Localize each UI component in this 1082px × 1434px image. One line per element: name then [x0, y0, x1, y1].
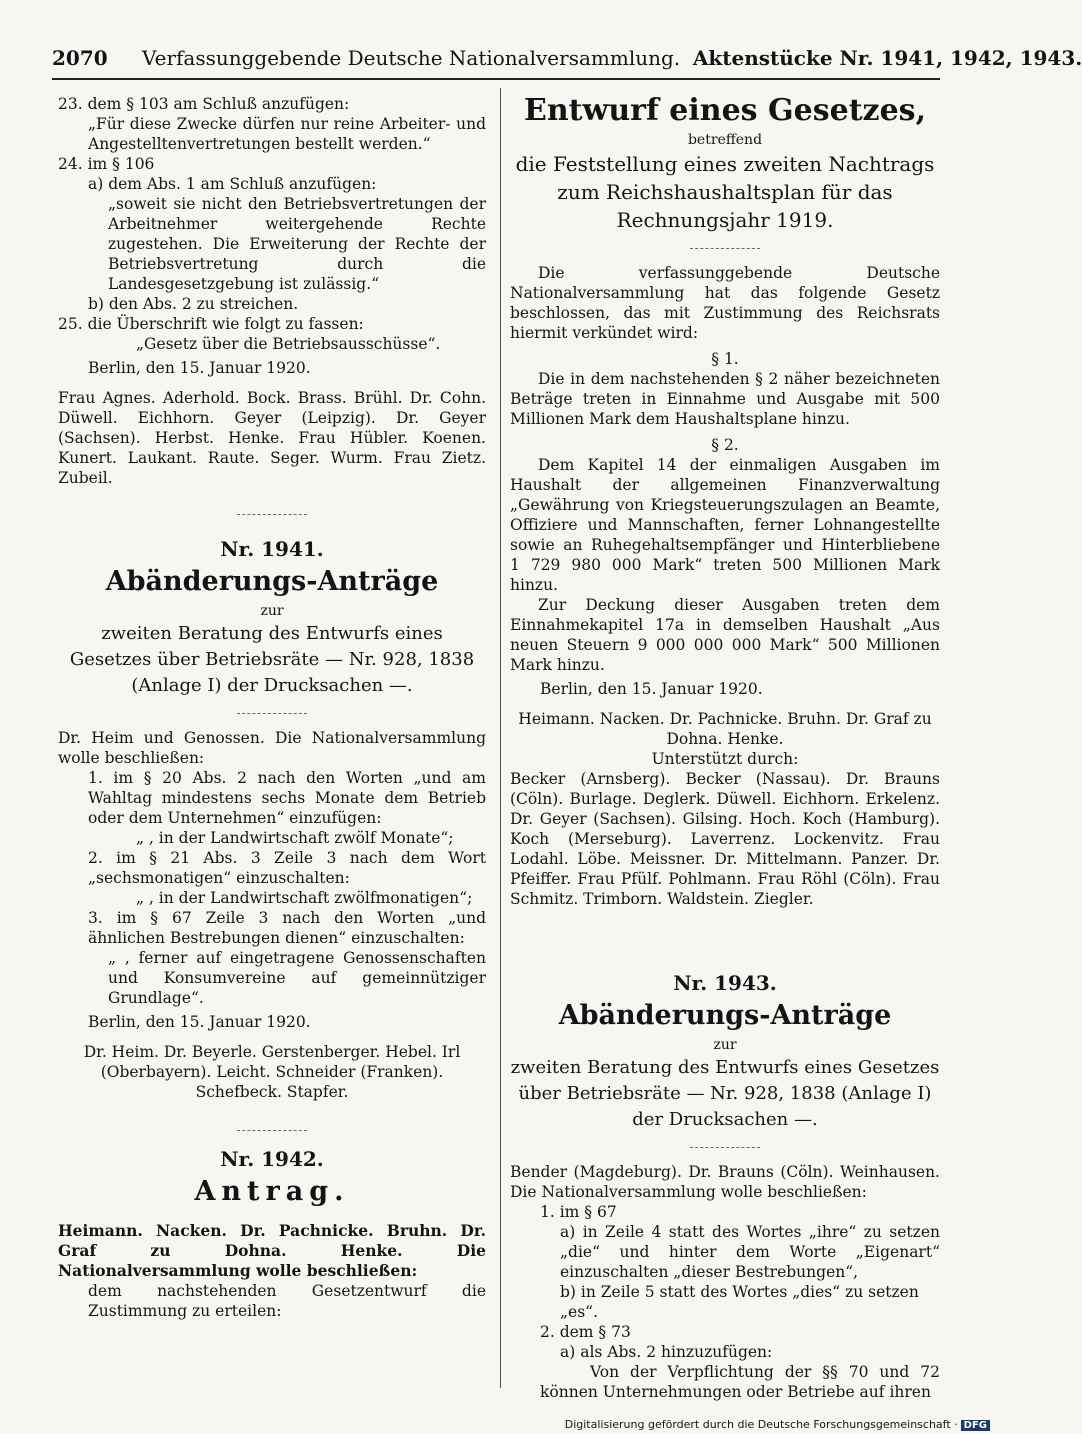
- separator-5: [690, 1147, 760, 1148]
- heading-nr-1943: Nr. 1943.: [673, 971, 777, 995]
- signatories-3: Heimann. Nacken. Dr. Pachnicke. Bruhn. Dr. Graf zu Dohna. Henke.: [518, 710, 932, 748]
- date-line-1: Berlin, den 15. Januar 1920.: [88, 359, 311, 377]
- left-column: [58, 94, 486, 1321]
- bender-item-2-a: a) als Abs. 2 hinzuzufügen:: [560, 1343, 773, 1361]
- page-header: [52, 44, 1082, 74]
- dfg-logo: DFG: [961, 1420, 990, 1431]
- heim-item-3-text: „ , ferner auf eingetragene Genossenschaften und Konsumvereine auf gemeinnütziger Grundlage“.: [108, 949, 486, 1007]
- zur-label-1943: zur: [713, 1037, 737, 1053]
- preamble: Die verfassunggebende Deutsche Nationalversammlung hat das folgende Gesetz beschlossen, das mit Zustimmung des Reichsrats hiermit verkündet wird:: [510, 264, 940, 342]
- separator-1: [237, 514, 307, 515]
- paragraph-2-label: § 2.: [711, 436, 739, 454]
- bender-item-2: 2. dem § 73: [540, 1323, 631, 1341]
- betreffend-label: betreffend: [687, 132, 763, 148]
- heim-intro: Dr. Heim und Genossen. Die Nationalversammlung wolle beschließen:: [58, 729, 486, 767]
- right-column: [510, 94, 940, 1402]
- item-25-text: „Gesetz über die Betriebsausschüsse“.: [136, 335, 441, 353]
- running-title: [142, 46, 1082, 70]
- beratung-title-1941: zweiten Beratung des Entwurfs eines Gesetzes über Betriebsräte — Nr. 928, 1838 (Anlage I) der Drucksachen —.: [69, 623, 475, 696]
- bender-item-1-b: b) in Zeile 5 statt des Wortes „dies“ zu setzen „es“.: [560, 1283, 919, 1321]
- item-24-head: 24. im § 106: [58, 155, 155, 173]
- item-24-b: b) den Abs. 2 zu streichen.: [88, 295, 299, 313]
- heading-nr-1942: Nr. 1942.: [220, 1147, 324, 1171]
- date-line-3: Berlin, den 15. Januar 1920.: [540, 680, 763, 698]
- heading-abaenderungs-antraege-1941: Abänderungs-Anträge: [105, 566, 439, 597]
- date-line-2: Berlin, den 15. Januar 1920.: [88, 1013, 311, 1031]
- heim-item-1: 1. im § 20 Abs. 2 nach den Worten „und am Wahltag mindestens sechs Monate dem Betrieb oder dem Unternehmen“ einzufügen:: [88, 769, 486, 827]
- heading-entwurf: Entwurf eines Gesetzes,: [523, 93, 927, 128]
- footer-text: Digitalisierung gefördert durch die Deutsche Forschungsgemeinschaft ·: [564, 1418, 958, 1431]
- item-24-a-text: „soweit sie nicht den Betriebsvertretungen der Arbeitnehmer weitergehende Rechte zugestehen. Die Erweiterung der Rechte der Betriebsvertretung durch die Landesgesetzgebung ist zulässig.“: [108, 195, 486, 293]
- item-24-a-head: a) dem Abs. 1 am Schluß anzufügen:: [88, 175, 377, 193]
- heading-antrag: Antrag.: [194, 1176, 350, 1207]
- zur-label-1941: zur: [260, 603, 284, 619]
- separator-4: [690, 248, 760, 249]
- heim-item-3: 3. im § 67 Zeile 3 nach den Worten „und ähnlichen Bestrebungen dienen“ einzuschalten:: [88, 909, 486, 947]
- paragraph-2-text-1: Dem Kapitel 14 der einmaligen Ausgaben im Haushalt der allgemeinen Finanzverwaltung „Gewährung von Kriegsteuerungszulagen an Beamte, Offiziere und Mannschaften, ferner Lohnangestellte sowie an Ruhegehaltsempfänger und Hinterbliebene 1 729 980 000 Mark“ treten 500 Millionen Mark hinzu.: [510, 456, 940, 594]
- paragraph-1-text: Die in dem nachstehenden § 2 näher bezeichneten Beträge treten in Einnahme und Ausgabe mit 500 Millionen Mark dem Haushaltsplane hinzu.: [510, 370, 940, 428]
- heading-abaenderungs-antraege-1943: Abänderungs-Anträge: [558, 1000, 892, 1031]
- entwurf-subtitle: die Feststellung eines zweiten Nachtrags zum Reichshaushaltsplan für das Rechnungsjahr 1919.: [515, 152, 935, 232]
- heim-item-2: 2. im § 21 Abs. 3 Zeile 3 nach dem Wort „sechsmonatigen“ einzuschalten:: [88, 849, 486, 887]
- heading-nr-1941: Nr. 1941.: [220, 537, 324, 561]
- bender-intro: Bender (Magdeburg). Dr. Brauns (Cöln). Weinhausen. Die Nationalversammlung wolle beschließen:: [510, 1163, 940, 1201]
- signatories-2: Dr. Heim. Dr. Beyerle. Gerstenberger. Hebel. Irl (Oberbayern). Leicht. Schneider (Franken). Schefbeck. Stapfer.: [83, 1043, 461, 1101]
- bender-item-1-a: a) in Zeile 4 statt des Wortes „ihre“ zu setzen „die“ und hinter dem Worte „Eigenart“ einzuschalten „dieser Bestrebungen“,: [560, 1223, 940, 1281]
- paragraph-1-label: § 1.: [711, 350, 739, 368]
- signatories-1: Frau Agnes. Aderhold. Bock. Brass. Brühl. Dr. Cohn. Düwell. Eichhorn. Geyer (Leipzig). Dr. Geyer (Sachsen). Herbst. Henke. Frau Hübler. Koenen. Kunert. Laukant. Raute. Seger. Wurm. Frau Zietz. Zubeil.: [58, 389, 486, 487]
- header-rule: [52, 78, 940, 80]
- column-divider: [500, 88, 501, 1388]
- heim-item-1-text: „ , in der Landwirtschaft zwölf Monate“;: [136, 829, 454, 847]
- separator-2: [237, 713, 307, 714]
- supporters-list: Becker (Arnsberg). Becker (Nassau). Dr. Brauns (Cöln). Burlage. Deglerk. Düwell. Eichhorn. Erkelenz. Dr. Geyer (Sachsen). Gilsing. Hoch. Koch (Hamburg). Koch (Merseburg). Laverrenz. Lockenvitz. Frau Lodahl. Löbe. Meissner. Dr. Mittelmann. Panzer. Dr. Pfeiffer. Frau Pfülf. Pohlmann. Frau Röhl (Cöln). Frau Schmitz. Trimborn. Waldstein. Ziegler.: [510, 770, 940, 908]
- bender-item-1: 1. im § 67: [540, 1203, 617, 1221]
- paragraph-2-text-2: Zur Deckung dieser Ausgaben treten dem Einnahmekapitel 17a in demselben Haushalt „Aus neuen Steuern 9 000 000 000 Mark“ 500 Millionen Mark hinzu.: [510, 596, 940, 674]
- antrag-text: dem nachstehenden Gesetzentwurf die Zustimmung zu erteilen:: [88, 1282, 486, 1320]
- heim-item-2-text: „ , in der Landwirtschaft zwölfmonatigen“;: [136, 889, 473, 907]
- document-numbers: Aktenstücke Nr. 1941, 1942, 1943.: [692, 46, 1082, 70]
- bender-item-2-a-text: Von der Verpflichtung der §§ 70 und 72 können Unternehmungen oder Betriebe auf ihren: [540, 1363, 940, 1401]
- assembly-title: Verfassunggebende Deutsche Nationalversammlung.: [142, 46, 681, 70]
- digitization-footer: [560, 1418, 990, 1431]
- item-23-head: 23. dem § 103 am Schluß anzufügen:: [58, 95, 350, 113]
- item-23-text: „Für diese Zwecke dürfen nur reine Arbeiter- und Angestelltenvertretungen bestellt werden.“: [88, 115, 486, 153]
- item-25-head: 25. die Überschrift wie folgt zu fassen:: [58, 315, 364, 333]
- antrag-intro: Heimann. Nacken. Dr. Pachnicke. Bruhn. Dr. Graf zu Dohna. Henke. Die Nationalversammlung wolle beschließen:: [58, 1221, 486, 1280]
- separator-3: [237, 1130, 307, 1131]
- page-number: 2070: [52, 46, 108, 70]
- beratung-title-1943: zweiten Beratung des Entwurfs eines Gesetzes über Betriebsräte — Nr. 928, 1838 (Anlage I) der Drucksachen —.: [510, 1057, 940, 1130]
- supported-by-label: Unterstützt durch:: [651, 750, 799, 768]
